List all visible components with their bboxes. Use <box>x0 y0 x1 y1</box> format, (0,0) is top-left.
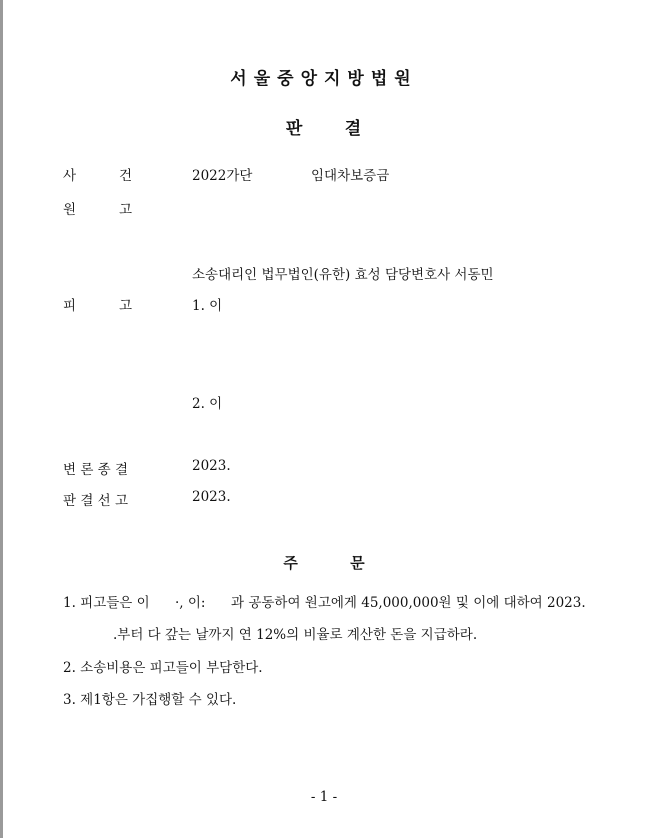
plaintiff-attorney: 소송대리인 법무법인(유한) 효성 담당변호사 서동민 <box>192 267 494 283</box>
plaintiff-label: 원 고 <box>63 202 132 218</box>
order-item-1-part-c: 과 공동하여 원고에게 45,000,000원 및 이에 대하여 2023. <box>231 595 586 611</box>
case-label: 사 건 <box>63 168 132 184</box>
order-heading: 주 문 <box>283 554 365 572</box>
closing-argument-label: 변 론 종 결 <box>63 462 129 478</box>
page-number: - 1 - <box>310 789 338 805</box>
order-item-1-continuation: .부터 다 갚는 날까지 연 12%의 비율로 계산한 돈을 지급하라. <box>113 627 478 643</box>
order-item-3: 3. 제1항은 가집행할 수 있다. <box>63 692 237 708</box>
document-type-title: 판 결 <box>285 119 363 139</box>
order-item-2: 2. 소송비용은 피고들이 부담한다. <box>63 660 263 676</box>
judgment-date: 2023. <box>192 489 231 505</box>
closing-argument-date: 2023. <box>192 458 231 474</box>
case-title: 임대차보증금 <box>311 168 390 184</box>
defendant-label: 피 고 <box>63 298 132 314</box>
defendant-2: 2. 이 <box>192 396 223 412</box>
defendant-1: 1. 이 <box>192 298 223 314</box>
judgment-date-label: 판 결 선 고 <box>63 493 129 509</box>
order-item-1-part-b: ·, 이: <box>175 595 206 611</box>
case-number: 2022가단 <box>192 168 253 184</box>
court-name: 서울중앙지방법원 <box>230 69 418 89</box>
order-item-1-part-a: 1. 피고들은 이 <box>63 595 150 611</box>
